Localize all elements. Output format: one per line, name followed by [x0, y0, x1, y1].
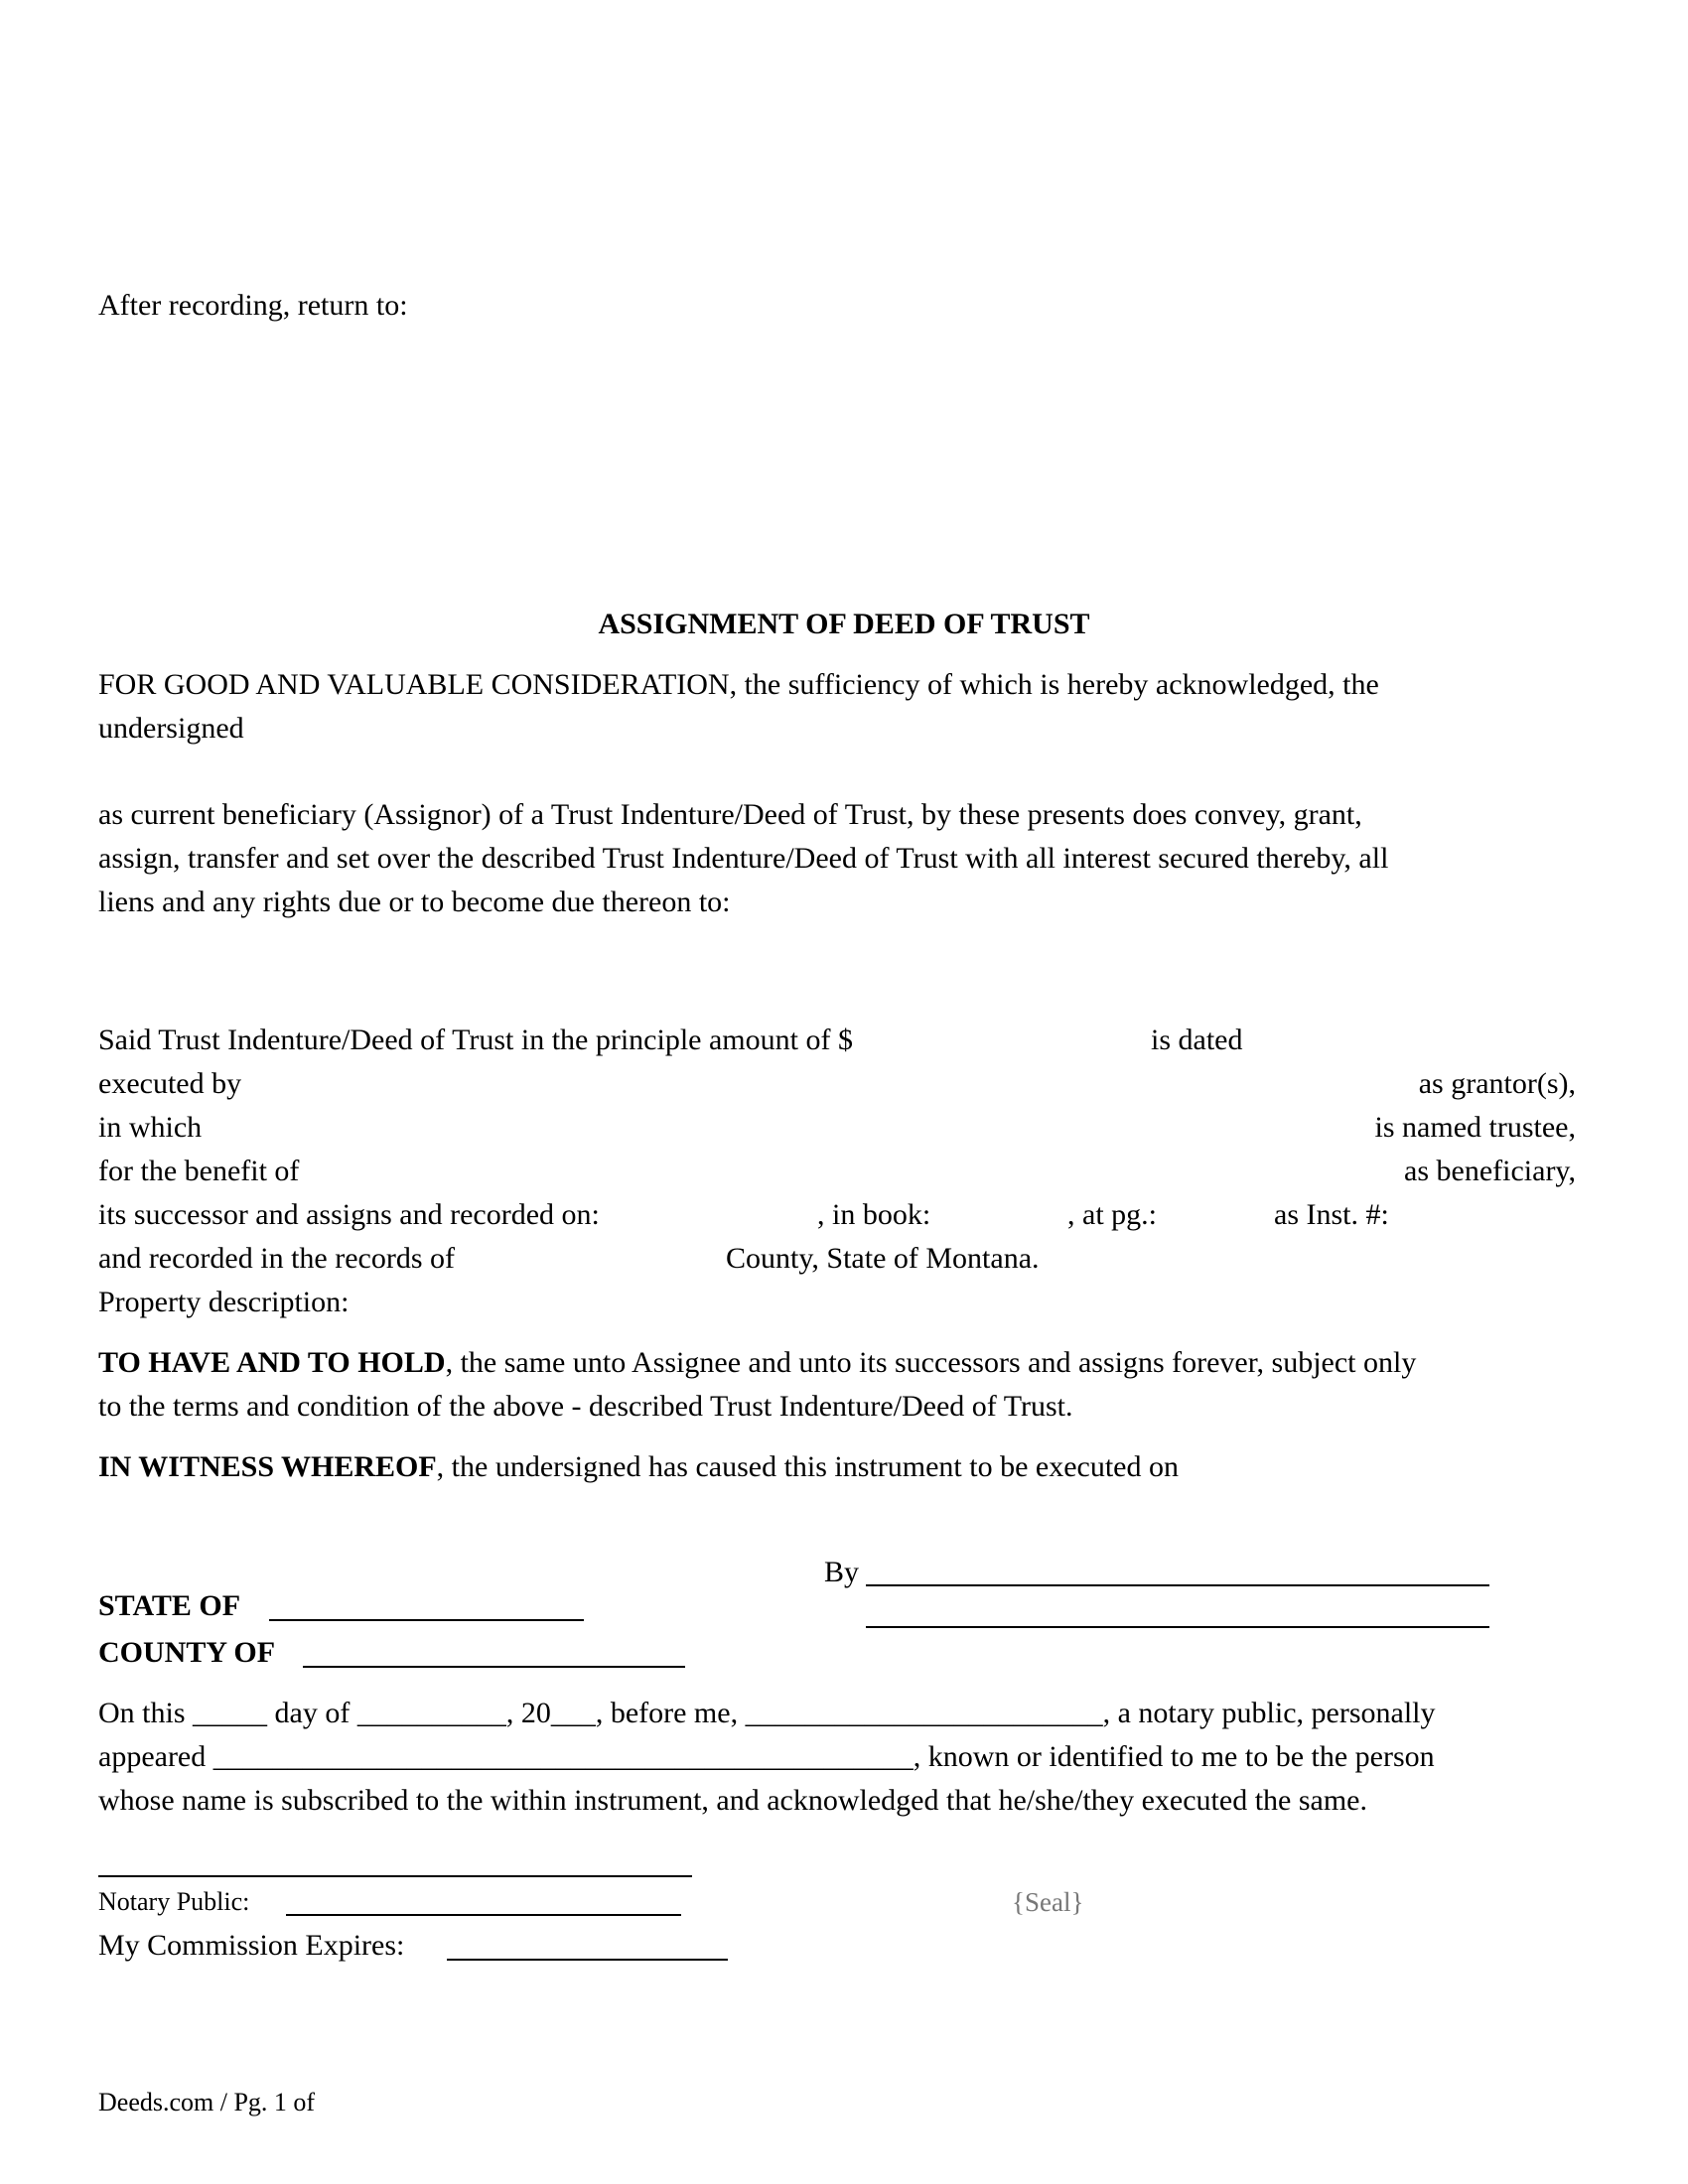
habendum-heading: TO HAVE AND TO HOLD — [98, 1346, 446, 1379]
notary-line-3: whose name is subscribed to the within instrument, and acknowledged that he/she/they executed the same. — [98, 1784, 1367, 1817]
grantors-label: as grantor(s), — [1418, 1067, 1576, 1100]
trustee-label: is named trustee, — [1374, 1111, 1576, 1144]
state-line[interactable] — [269, 1619, 584, 1621]
document-title: ASSIGNMENT OF DEED OF TRUST — [598, 608, 1090, 640]
assign-line-1: as current beneficiary (Assignor) of a Trust Indenture/Deed of Trust, by these presents does convey, grant, — [98, 798, 1362, 831]
intro-line-2: undersigned — [98, 712, 244, 745]
habendum-line-2: to the terms and condition of the above - described Trust Indenture/Deed of Trust. — [98, 1390, 1073, 1423]
instrument-number-label: as Inst. #: — [1274, 1198, 1389, 1231]
page-footer: Deeds.com / Pg. 1 of — [98, 2088, 316, 2116]
beneficiary-label: as beneficiary, — [1404, 1155, 1576, 1187]
notary-line-1: On this _____ day of __________, 20___, before me, ________________________, a notary public, personally — [98, 1697, 1436, 1729]
commission-expires-line[interactable] — [447, 1959, 728, 1961]
assign-line-2: assign, transfer and set over the described Trust Indenture/Deed of Trust with all interest secured thereby, all — [98, 842, 1389, 875]
notary-signature-line[interactable] — [98, 1875, 692, 1877]
records-of-label: and recorded in the records of — [98, 1242, 456, 1275]
benefit-of-label: for the benefit of — [98, 1155, 300, 1187]
habendum-text: , the same unto Assignee and unto its successors and assigns forever, subject only — [445, 1346, 1417, 1379]
executed-by-label: executed by — [98, 1067, 242, 1100]
county-line[interactable] — [303, 1666, 685, 1668]
by-label: By — [824, 1556, 860, 1588]
county-state-label: County, State of Montana. — [726, 1242, 1040, 1275]
commission-expires-label: My Commission Expires: — [98, 1929, 405, 1962]
dated-label: is dated — [1151, 1024, 1243, 1056]
return-to-label: After recording, return to: — [98, 289, 408, 322]
notary-public-label: Notary Public: — [98, 1887, 250, 1916]
habendum-line-1 — [98, 1348, 1416, 1378]
signer-name-line[interactable] — [866, 1626, 1489, 1628]
state-of-label: STATE OF — [98, 1589, 241, 1622]
notary-public-line[interactable] — [286, 1914, 681, 1916]
signature-line[interactable] — [866, 1584, 1489, 1586]
principal-label: Said Trust Indenture/Deed of Trust in the principle amount of $ — [98, 1024, 853, 1056]
recorded-on-label: its successor and assigns and recorded on: — [98, 1198, 600, 1231]
witness-text: , the undersigned has caused this instrument to be executed on — [436, 1450, 1179, 1483]
county-of-label: COUNTY OF — [98, 1636, 276, 1669]
at-page-label: , at pg.: — [1067, 1198, 1157, 1231]
in-which-label: in which — [98, 1111, 203, 1144]
witness-heading: IN WITNESS WHEREOF — [98, 1450, 437, 1483]
assign-line-3: liens and any rights due or to become due thereon to: — [98, 886, 731, 918]
intro-line-1: FOR GOOD AND VALUABLE CONSIDERATION, the sufficiency of which is hereby acknowledged, the — [98, 668, 1379, 701]
property-description-label: Property description: — [98, 1286, 350, 1318]
notary-line-2: appeared _______________________________________________, known or identified to me to be the person — [98, 1740, 1435, 1773]
in-book-label: , in book: — [817, 1198, 931, 1231]
witness-line — [98, 1452, 1179, 1482]
seal-placeholder: {Seal} — [1012, 1887, 1084, 1917]
